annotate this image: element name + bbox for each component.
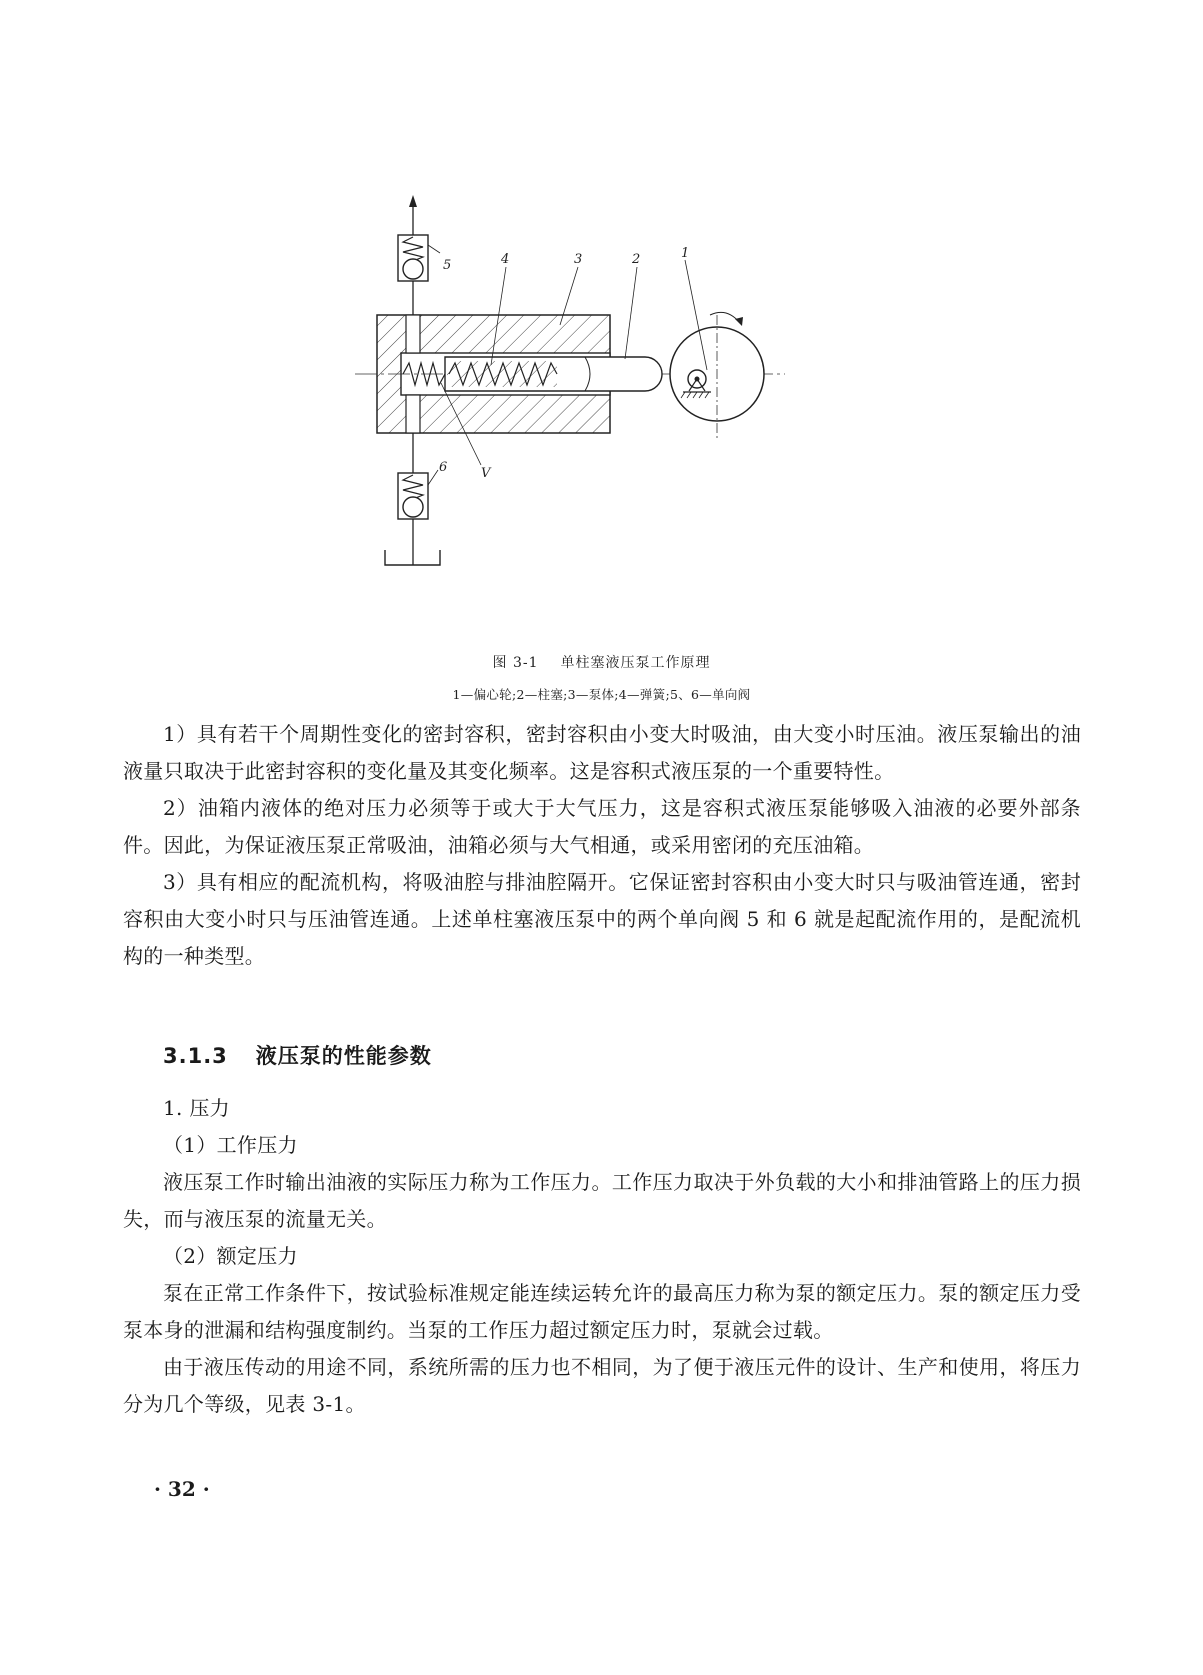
check-valve-6	[398, 470, 438, 519]
label-3: 3	[574, 252, 583, 267]
discharge-arrow	[409, 195, 417, 207]
paragraph-2: 2）油箱内液体的绝对压力必须等于或大于大气压力，这是容积式液压泵能够吸入油液的必要外部条件。因此，为保证液压泵正常吸油，油箱必须与大气相通，或采用密闭的充压油箱。	[123, 796, 1081, 857]
figure-caption	[0, 652, 1203, 672]
section-heading	[163, 1040, 432, 1070]
paragraph-pressure-grades: 由于液压传动的用途不同，系统所需的压力也不相同，为了便于液压元件的设计、生产和使用，将压力分为几个等级，见表 3-1。	[123, 1355, 1081, 1416]
body-text-top	[123, 716, 1081, 975]
label-5: 5	[443, 258, 452, 273]
label-6: 6	[439, 460, 448, 475]
label-1: 1	[681, 246, 690, 261]
paragraph-working-pressure: 液压泵工作时输出油液的实际压力称为工作压力。工作压力取决于外负载的大小和排油管路上的压力损失，而与液压泵的流量无关。	[123, 1170, 1081, 1231]
section-title: 液压泵的性能参数	[255, 1044, 432, 1068]
label-v: V	[481, 466, 491, 481]
pump-diagram-svg	[355, 195, 805, 615]
page-number: · 32 ·	[154, 1477, 210, 1501]
figure-number: 图 3-1	[492, 655, 539, 671]
section-number: 3.1.3	[163, 1044, 228, 1068]
paragraph-1: 1）具有若干个周期性变化的密封容积，密封容积由小变大时吸油，由大变小时压油。液压泵输出的油液量只取决于此密封容积的变化量及其变化频率。这是容积式液压泵的一个重要特性。	[123, 722, 1081, 783]
subheading-working-pressure: （1）工作压力	[163, 1133, 298, 1157]
subheading-rated-pressure: （2）额定压力	[163, 1244, 298, 1268]
body-text-bottom	[123, 1090, 1081, 1423]
label-2: 2	[632, 252, 641, 267]
check-valve-5	[398, 235, 440, 281]
plunger-2	[445, 357, 662, 391]
figure-title: 单柱塞液压泵工作原理	[560, 655, 711, 671]
item-pressure: 1. 压力	[163, 1096, 230, 1120]
eccentric-wheel-1	[670, 312, 764, 440]
figure-legend: 1—偏心轮;2—柱塞;3—泵体;4—弹簧;5、6—单向阀	[452, 687, 751, 702]
leader-2	[625, 267, 637, 359]
paragraph-rated-pressure: 泵在正常工作条件下，按试验标准规定能连续运转允许的最高压力称为泵的额定压力。泵的额定压力受泵本身的泄漏和结构强度制约。当泵的工作压力超过额定压力时，泵就会过载。	[123, 1281, 1081, 1342]
pump-diagram	[355, 195, 805, 615]
label-4: 4	[501, 252, 510, 267]
paragraph-3: 3）具有相应的配流机构，将吸油腔与排油腔隔开。它保证密封容积由小变大时只与吸油管连通，密封容积由大变小时只与压油管连通。上述单柱塞液压泵中的两个单向阀 5 和 6 就是起配流作用的，是配流机构的一种类型。	[123, 870, 1081, 968]
